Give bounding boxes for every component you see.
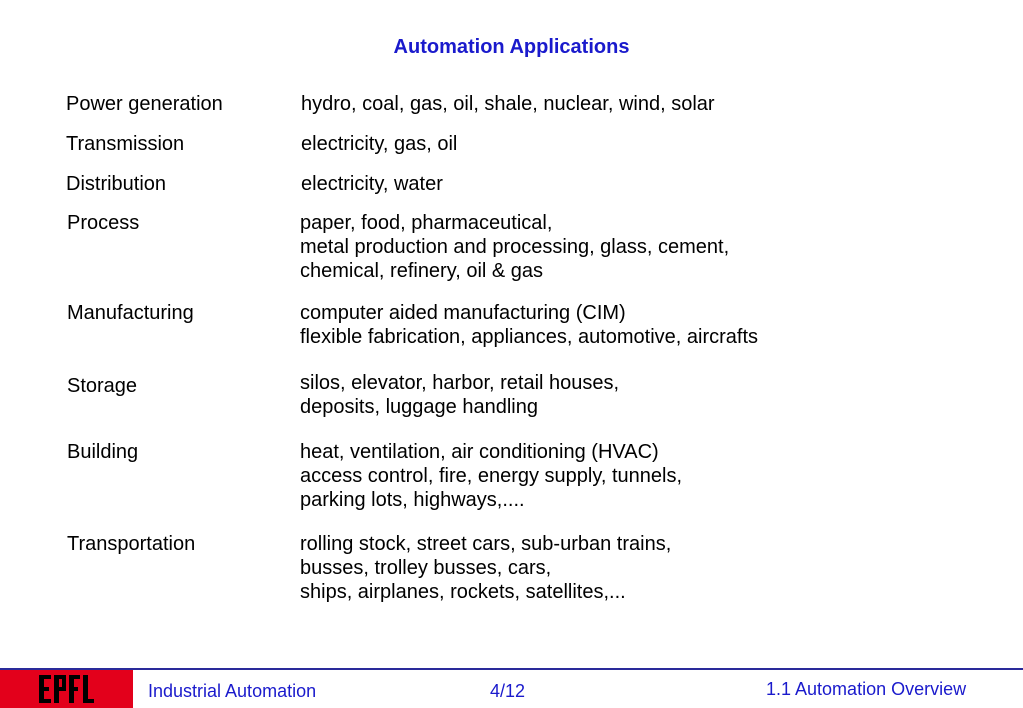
row-value-line: computer aided manufacturing (CIM)	[300, 302, 626, 324]
row-value-line: silos, elevator, harbor, retail houses,	[300, 372, 620, 394]
footer-page-number: 4/12	[490, 681, 526, 701]
row-value-line: flexible fabrication, appliances, automotive, aircrafts	[300, 326, 759, 348]
footer-section-title: 1.1 Automation Overview	[766, 679, 967, 699]
row-label: Building	[67, 441, 139, 463]
row-label: Storage	[67, 375, 138, 397]
row-value-line: parking lots, highways,....	[300, 489, 525, 511]
row-label: Transportation	[67, 533, 196, 555]
row-label: Distribution	[66, 173, 167, 195]
row-value-line: chemical, refinery, oil & gas	[300, 260, 544, 282]
footer-course-title: Industrial Automation	[148, 681, 317, 701]
row-values	[301, 132, 457, 156]
epfl-logo	[0, 670, 133, 708]
row-value-line: access control, fire, energy supply, tunnels,	[300, 465, 683, 487]
row-value-line: rolling stock, street cars, sub-urban trains,	[300, 533, 672, 555]
row-values	[300, 371, 619, 419]
row-values	[300, 440, 682, 512]
row-value-line: paper, food, pharmaceutical,	[300, 212, 553, 234]
row-value-line: heat, ventilation, air conditioning (HVAC)	[300, 441, 659, 463]
footer-divider	[0, 668, 1023, 670]
row-value-line: hydro, coal, gas, oil, shale, nuclear, wind, solar	[301, 93, 715, 115]
row-label: Power generation	[66, 93, 223, 115]
row-value-line: ships, airplanes, rockets, satellites,...	[300, 581, 626, 603]
row-values	[300, 532, 671, 604]
row-values	[300, 301, 758, 349]
row-values	[301, 92, 715, 116]
row-value-line: metal production and processing, glass, cement,	[300, 236, 730, 258]
row-value-line: busses, trolley busses, cars,	[300, 557, 552, 579]
row-values	[301, 172, 443, 196]
row-value-line: electricity, water	[301, 173, 443, 195]
row-value-line: electricity, gas, oil	[301, 133, 458, 155]
row-label: Process	[67, 212, 140, 234]
row-value-line: deposits, luggage handling	[300, 396, 538, 418]
epfl-logo-icon	[36, 672, 96, 706]
page-title: Automation Applications	[393, 36, 630, 58]
row-label: Transmission	[66, 133, 185, 155]
row-values	[300, 211, 729, 283]
row-label: Manufacturing	[67, 302, 194, 324]
